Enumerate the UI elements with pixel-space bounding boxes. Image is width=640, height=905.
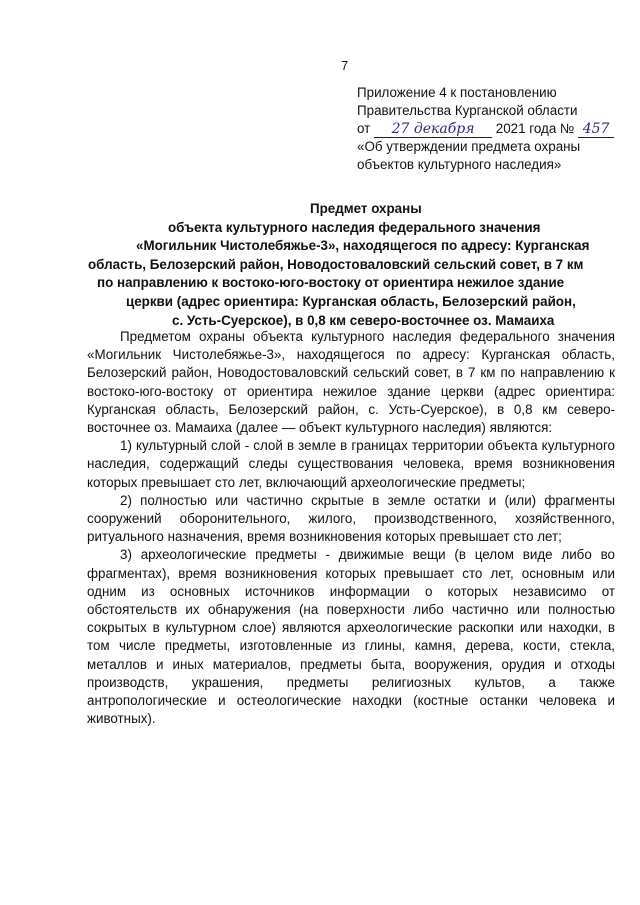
- page-number: 7: [341, 58, 349, 73]
- title-line-2: объекта культурного наследия федерального значения: [168, 219, 541, 235]
- document-body: [87, 328, 615, 728]
- list-item-2: 2) полностью или частично скрытые в земле остатки и (или) фрагменты сооружений оборонительного, жилого, производственного, хозяйственного, ритуального назначения, время возникновения которых превышает сто лет;: [87, 492, 615, 545]
- year-text: 2021 года №: [495, 121, 575, 136]
- appendix-line-2: Правительства Курганской области: [357, 103, 578, 118]
- title-line-1: Предмет охраны: [310, 201, 422, 216]
- appendix-line-4: «Об утверждении предмета охраны: [357, 139, 581, 154]
- appendix-line-5: объектов культурного наследия»: [357, 157, 562, 172]
- date-prefix: от: [357, 121, 371, 136]
- number-field: [578, 122, 614, 138]
- title-line-4: область, Белозерский район, Новодостоваловский сельский совет, в 7 км: [88, 256, 584, 272]
- list-item-1: 1) культурный слой - слой в земле в границах территории объекта культурного наследия, содержащий следы существования человека, время возникновения которых превышает сто лет, включающий археологические предметы;: [87, 438, 615, 490]
- date-field: [374, 122, 492, 138]
- title-line-7: с. Усть-Суерское), в 0,8 км северо-восточнее оз. Мамаиха: [172, 312, 555, 328]
- list-item-3: 3) археологические предметы - движимые вещи (в целом виде либо во фрагментах), время возникновения которых превышает сто лет, основным или одним из основных источников информации о которых независимо от обстоятельств их обнаружения (на поверхности либо частично или полностью сокрытых в культурном слое) являются археологические раскопки или находки, в том числе предметы, изготовленные из глины, камня, дерева, кости, стекла, металлов и иных материалов, предметы быта, вооружения, орудия и отходы производств, украшения, предметы религиозных культов, а также антропологические и остеологические находки (костные останки человека и животных).: [87, 547, 615, 727]
- title-line-5: по направлению к востоко-юго-востоку от ориентира нежилое здание: [97, 275, 565, 291]
- handwritten-date: 27 декабря: [391, 121, 475, 137]
- title-line-3: «Могильник Чистолебяжье-3», находящегося по адресу: Курганская: [136, 238, 590, 254]
- title-line-6: церкви (адрес ориентира: Курганская область, Белозерский район,: [126, 293, 576, 309]
- appendix-header: [357, 84, 627, 174]
- appendix-line-1: Приложение 4 к постановлению: [357, 85, 557, 100]
- intro-paragraph: Предметом охраны объекта культурного наследия федерального значения «Могильник Чистолебяжье-3», находящегося по адресу: Курганская область, Белозерский район, Новодостоваловский сельский совет, в 7 км по направлению к востоко-юго-востоку от ориентира нежилое здание церкви (адрес ориентира: Курганская область, Белозерский район, с. Усть-Суерское), в 0,8 км северо-восточнее оз. Мамаиха (далее — объект культурного наследия) являются:: [87, 329, 615, 436]
- document-title: [80, 200, 590, 330]
- handwritten-number: 457: [582, 121, 610, 137]
- appendix-date-line: [357, 120, 627, 138]
